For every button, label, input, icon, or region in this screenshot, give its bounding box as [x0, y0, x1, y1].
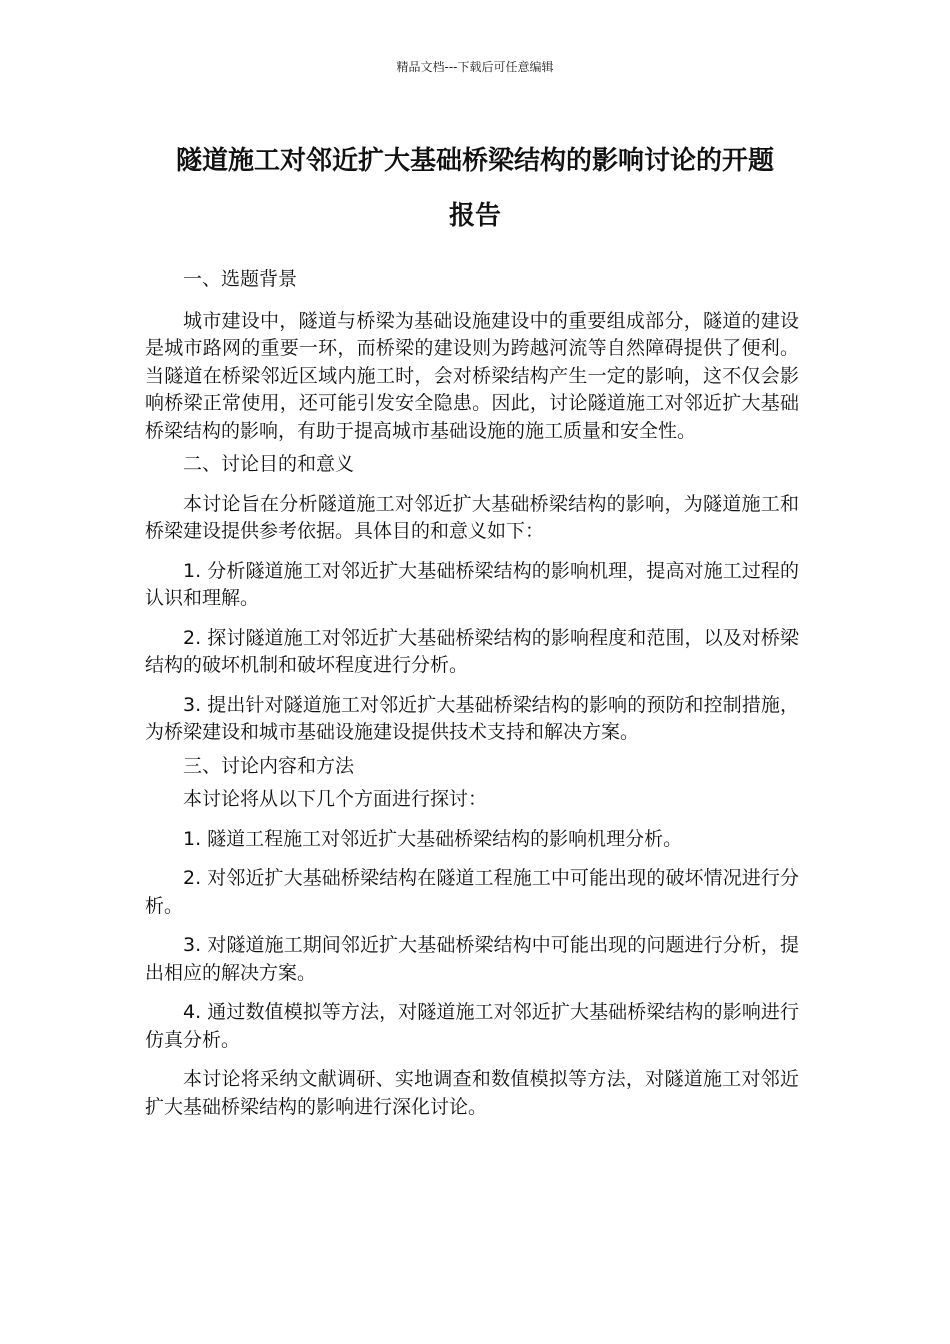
- paragraph-methods: 本讨论将采纳文献调研、实地调查和数值模拟等方法，对隧道施工对邻近扩大基础桥梁结构的影响进行深化讨论。: [145, 1068, 799, 1118]
- section-heading-content: 三、讨论内容和方法: [183, 754, 355, 777]
- document-title: [140, 134, 810, 244]
- list-item-purpose-3: 3. 提出针对隧道施工对邻近扩大基础桥梁结构的影响的预防和控制措施，为桥梁建设和城市基础设施建设提供技术支持和解决方案。: [145, 693, 799, 743]
- section-heading-purpose: 二、讨论目的和意义: [183, 453, 355, 475]
- list-item-content-1: 1. 隧道工程施工对邻近扩大基础桥梁结构的影响机理分析。: [183, 827, 683, 850]
- header-note: 精品文档---下载后可任意编辑: [396, 60, 554, 74]
- title-line-2: 报告: [448, 201, 501, 231]
- list-item-content-2: 2. 对邻近扩大基础桥梁结构在隧道工程施工中可能出现的破坏情况进行分析。: [145, 867, 799, 917]
- paragraph-background: 城市建设中，隧道与桥梁为基础设施建设中的重要组成部分，隧道的建设是城市路网的重要一环，而桥梁的建设则为跨越河流等自然障碍提供了便利。当隧道在桥梁邻近区域内施工时，会对桥梁结构产生一定的影响，这不仅会影响桥梁正常使用，还可能引发安全隐患。因此，讨论隧道施工对邻近扩大基础桥梁结构的影响，有助于提高城市基础设施的施工质量和安全性。: [145, 309, 799, 442]
- list-item-purpose-1: 1. 分析隧道施工对邻近扩大基础桥梁结构的影响机理，提高对施工过程的认识和理解。: [145, 559, 799, 609]
- paragraph-content-intro: 本讨论将从以下几个方面进行探讨：: [183, 788, 488, 810]
- list-item-content-4: 4. 通过数值模拟等方法，对隧道施工对邻近扩大基础桥梁结构的影响进行仿真分析。: [145, 1001, 799, 1051]
- paragraph-purpose-intro: 本讨论旨在分析隧道施工对邻近扩大基础桥梁结构的影响，为隧道施工和桥梁建设提供参考依据。具体目的和意义如下：: [145, 492, 799, 542]
- section-heading-background: 一、选题背景: [183, 268, 298, 290]
- title-line-1: 隧道施工对邻近扩大基础桥梁结构的影响讨论的开题: [175, 146, 774, 176]
- list-item-content-3: 3. 对隧道施工期间邻近扩大基础桥梁结构中可能出现的问题进行分析，提出相应的解决方案。: [145, 934, 799, 984]
- document-body: [145, 266, 799, 1121]
- list-item-purpose-2: 2. 探讨隧道施工对邻近扩大基础桥梁结构的影响程度和范围，以及对桥梁结构的破坏机制和破坏程度进行分析。: [145, 626, 799, 676]
